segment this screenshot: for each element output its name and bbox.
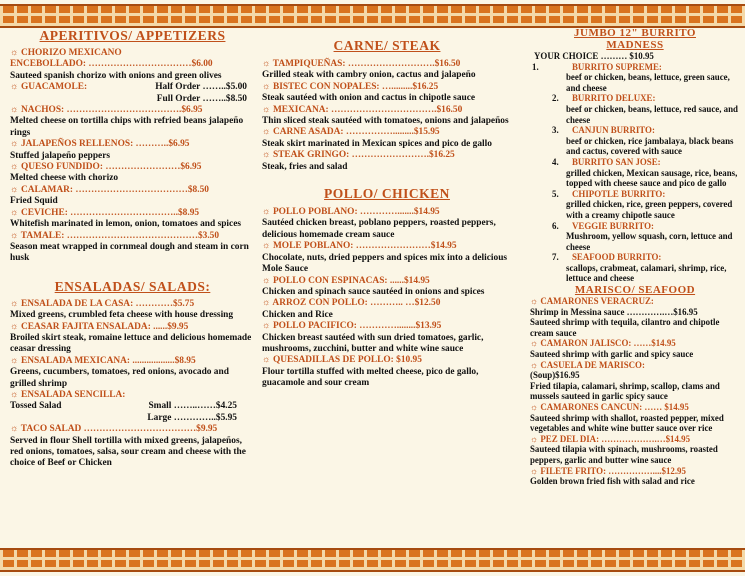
menu-item: ☼ CARNE ASADA: …………….........$15.95 Steak skirt marinated in Mexican spices and pico de gallo	[262, 127, 492, 149]
sun-icon: ☼	[530, 296, 539, 307]
menu-item: ☼ FILETE FRITO: ……………....$12.95 Golden brown fried fish with salad and rice	[530, 465, 695, 487]
sun-icon: ☼	[262, 207, 271, 218]
sun-icon: ☼	[262, 321, 271, 332]
sun-icon: ☼	[10, 105, 19, 116]
menu-item: ☼ ENSALADA SENCILLA: Tossed Salad Small ……..……$4.25 Large …………..$5.95	[10, 389, 237, 423]
column-appetizers-salads	[10, 27, 255, 470]
section-title-chicken: POLLO/ CHICKEN	[324, 186, 450, 202]
sun-icon: ☼	[10, 355, 19, 366]
sun-icon: ☼	[10, 48, 19, 58]
sun-icon: ☼	[530, 338, 539, 349]
menu-item: ☼ NACHOS: ……………………………….$6.95 Melted cheese on tortilla chips with refried beans jalapeño rings	[10, 105, 244, 138]
menu-item: ☼ PEZ DEL DIA: ……………….…$14.95 Sauteed tilapia with spinach, mushrooms, roasted peppers, garlic and butter wine sauce	[530, 433, 718, 465]
sun-icon: ☼	[10, 82, 19, 93]
menu-item: ☼ CALAMAR: ………………………………$8.50 Fried Squid	[10, 184, 209, 207]
burrito-item: 4. BURRITO SAN JOSE: grilled chicken, Mexican sausage, rice, beans, topped with cheese sauce and pico de gallo	[552, 156, 738, 189]
menu-item: ☼ CHORIZO MEXICANO ENCEBOLLADO: ……………………………$6.00 Sauteed spanish chorizo with onions and green olives	[10, 48, 222, 81]
sun-icon: ☼	[262, 241, 271, 252]
menu-item: ☼ TAMPIQUEÑAS: ……………………….$16.50 Grilled steak with cambry onion, cactus and jalapeño	[262, 59, 476, 81]
sun-icon: ☼	[10, 230, 19, 241]
menu-item: ☼ JALAPEÑOS RELLENOS: ………..$6.95 Stuffed jalapeño peppers	[10, 139, 190, 161]
menu-item: ☼ CASUELA DE MARISCO: (Soup)$16.95 Fried tilapia, calamari, shrimp, scallop, clams and mussels sauteed in garlic spicy sauce	[530, 359, 720, 402]
sun-icon: ☼	[262, 104, 271, 115]
sun-icon: ☼	[10, 298, 19, 309]
burrito-item: 6. VEGGIE BURRITO: Mushroom, yellow squash, corn, lettuce and cheese	[552, 220, 733, 252]
menu-item: ☼ POLLO PACIFICO: …………........$13.95 Chicken breast sautéed with sun dried tomatoes, garlic, mushrooms, zucchini, butter and white wine sauce	[262, 321, 484, 354]
sun-icon: ☼	[10, 162, 19, 173]
burrito-item: 1. BURRITO SUPREME: beef or chicken, beans, lettuce, green sauce, and cheese	[532, 61, 730, 93]
sun-icon: ☼	[262, 127, 271, 138]
menu-item: ☼ ARROZ CON POLLO: ……….. …$12.50 Chicken and Rice	[262, 298, 441, 320]
menu-item: ☼ CAMARON JALISCO: ……$14.95 Sauteed shrimp with garlic and spicy sauce	[530, 338, 694, 360]
menu-item: ☼ POLLO CON ESPINACAS: ......$14.95 Chicken and spinach sauce sautéed in onions and spices	[262, 275, 485, 297]
menu-item: ☼ TAMALE: ……………………………………$3.50 Season meat wrapped in cornmeal dough and steam in corn husk	[10, 230, 249, 264]
sun-icon: ☼	[262, 81, 271, 92]
menu-item: ☼ MEXICANA: …………………………….$16.50 Thin sliced steak sautéed with tomatoes, onions and jalapeños	[262, 104, 509, 127]
burrito-item: 2. BURRITO DELUXE: beef or chicken, beans, lettuce, red sauce, and cheese	[552, 93, 738, 125]
sun-icon: ☼	[530, 402, 539, 412]
burrito-item: 7. SEAFOOD BURRITO: scallops, crabmeat, calamari, shrimp, rice, lettuce and cheese	[552, 252, 727, 284]
section-title-appetizers: APERITIVOS/ APPETIZERS	[39, 28, 226, 43]
menu-item: ☼ CAMARONES VERACRUZ: Shrimp in Messina sauce ………….…$16.95 Sauteed shrimp with tequila, cilantro and chipotle cream sauce	[530, 296, 720, 338]
menu-item: ☼ BISTEC CON NOPALES: ….........$16.25 Steak sautéed with onion and cactus in chipotle sauce	[262, 81, 476, 104]
sun-icon: ☼	[530, 465, 539, 476]
sun-icon: ☼	[10, 184, 19, 195]
menu-item: ☼ QUESADILLAS DE POLLO: $10.95 Flour tortilla stuffed with melted cheese, pico de gallo, guacamole and sour cream	[262, 355, 479, 389]
sun-icon: ☼	[262, 355, 271, 366]
decorative-border-bottom	[0, 548, 745, 572]
burrito-item: 3. CANJUN BURRITO: beef or chicken, rice jambalaya, black beans and cactus, covered with sauce	[552, 125, 734, 157]
menu-item: ☼ ENSALADA DE LA CASA: …………$5.75 Mixed greens, crumbled feta cheese with house dressing	[10, 298, 234, 321]
section-title-salads: ENSALADAS/ SALADS:	[54, 278, 211, 294]
section-title-seafood: MARISCO/ SEAFOOD	[574, 284, 696, 297]
menu-item: ☼ GUACAMOLE: Half Order ……..$5.00 Full Order ……..$8.50	[10, 82, 247, 104]
menu-item: ☼ TACO SALAD ………………………………$9.95 Served in flour Shell tortilla with mixed greens, jalapeños, red onions, tomatoes, salsa, sour cream and cheese with the choice of Beef or Chicken	[10, 424, 246, 469]
sun-icon: ☼	[262, 275, 271, 286]
menu-item: ☼ STEAK GRINGO: …………………….$16.25 Steak, fries and salad	[262, 150, 455, 172]
sun-icon: ☼	[530, 433, 539, 444]
sun-icon: ☼	[10, 389, 19, 400]
column-steak-chicken	[262, 27, 512, 390]
menu-item: ☼ CEVICHE: ……………………………..$8.95 Whitefish marinated in lemon, onion, tomatoes and spices	[10, 207, 242, 230]
menu-item: ☼ ENSALADA MEXICANA: ..................$8.95 Greens, cucumbers, tomatoes, red onions, avocado and grilled shrimp	[10, 355, 229, 389]
menu-item: ☼ MOLE POBLANO: ……………………$14.95 Chocolate, nuts, dried peppers and spices mix into a delicious Mole Sauce	[262, 241, 508, 275]
section-title-burrito: JUMBO 12" BURRITO MADNESS	[574, 27, 696, 51]
sun-icon: ☼	[10, 207, 19, 218]
sun-icon: ☼	[10, 321, 19, 332]
menu-item: ☼ POLLO POBLANO: ………….......$14.95 Sautéed chicken breast, poblano peppers, roasted peppers, delicious homemade cream sauce	[262, 207, 496, 240]
sun-icon: ☼	[262, 298, 271, 309]
sun-icon: ☼	[530, 359, 539, 370]
column-burrito-seafood	[530, 27, 740, 487]
decorative-border-top	[0, 4, 745, 28]
sun-icon: ☼	[262, 150, 271, 161]
menu-item: ☼ QUESO FUNDIDO: ……………………$6.95 Melted cheese with chorizo	[10, 162, 202, 184]
burrito-item: 5. CHIPOTLE BURRITO: grilled chicken, rice, green peppers, covered with a creamy chipotle sauce	[552, 188, 733, 220]
sun-icon: ☼	[10, 139, 19, 150]
sun-icon: ☼	[10, 424, 19, 435]
menu-item: ☼ CAMARONES CANCUN: …… $14.95 Sauteed shrimp with shallot, roasted pepper, mixed vegetables and white wine butter sauce over rice	[530, 402, 724, 434]
burrito-choice-price: YOUR CHOICE ……… $10.95	[534, 51, 654, 61]
sun-icon: ☼	[262, 59, 271, 69]
section-title-steak: CARNE/ STEAK	[333, 38, 441, 53]
menu-item: ☼ CEASAR FAJITA ENSALADA: ......$9.95 Broiled skirt steak, romaine lettuce and delicious homemade ceasar dressing	[10, 321, 252, 355]
